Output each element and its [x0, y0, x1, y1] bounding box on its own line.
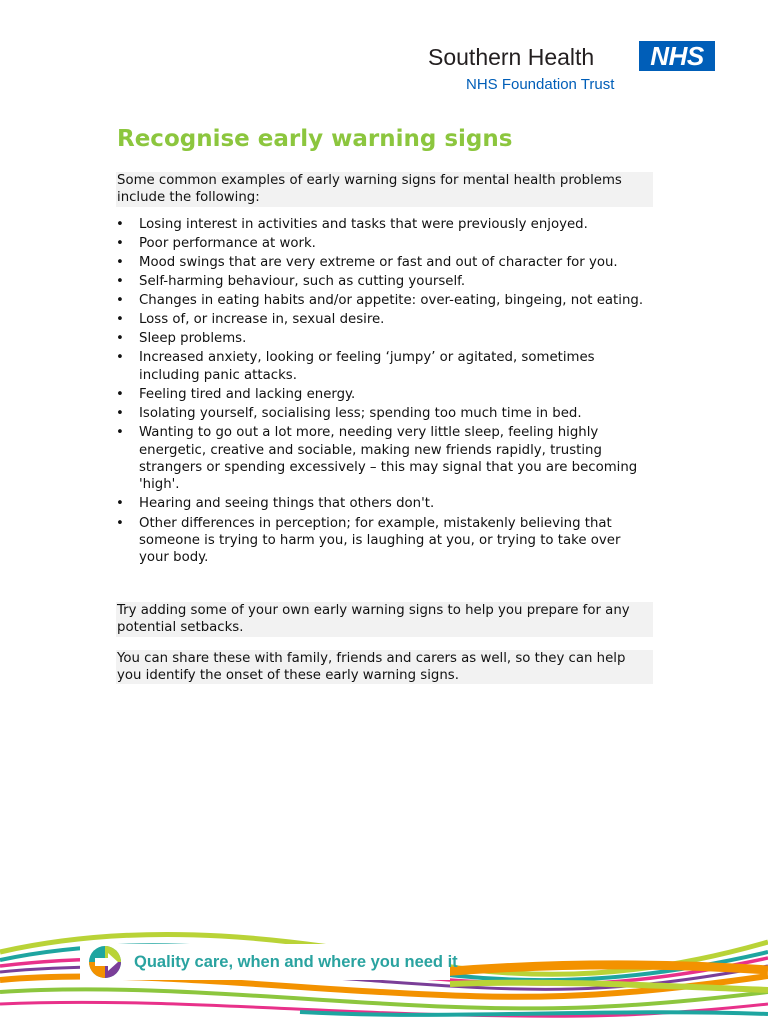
list-item: • Isolating yourself, socialising less; spending too much time in bed.: [116, 405, 653, 422]
document-body: [116, 172, 653, 684]
list-item: • Wanting to go out a lot more, needing very little sleep, feeling highly energetic, creative and sociable, making new friends rapidly, trusting strangers or spending excessively – this may signal that you are becoming 'high'.: [116, 424, 653, 494]
list-item: • Feeling tired and lacking energy.: [116, 386, 653, 403]
footer-banner: [0, 900, 768, 1024]
list-item: • Sleep problems.: [116, 330, 653, 347]
share-paragraph: You can share these with family, friends and carers as well, so they can help you identify the onset of these early warning signs.: [116, 650, 653, 685]
list-item: • Changes in eating habits and/or appetite: over-eating, bingeing, not eating.: [116, 292, 653, 309]
organisation-logo: [428, 38, 718, 98]
arrow-logo-icon: [89, 946, 121, 978]
list-item: • Hearing and seeing things that others don't.: [116, 495, 653, 512]
page-title: Recognise early warning signs: [117, 126, 513, 152]
setbacks-paragraph: Try adding some of your own early warning signs to help you prepare for any potential setbacks.: [116, 602, 653, 637]
footer-tagline: Quality care, when and where you need it: [134, 953, 458, 971]
intro-paragraph: Some common examples of early warning signs for mental health problems include the following:: [116, 172, 653, 207]
list-item: • Self-harming behaviour, such as cutting yourself.: [116, 273, 653, 290]
list-item: • Loss of, or increase in, sexual desire.: [116, 311, 653, 328]
nhs-logo-badge: NHS: [639, 41, 715, 71]
list-item: • Mood swings that are very extreme or fast and out of character for you.: [116, 254, 653, 271]
list-item: • Poor performance at work.: [116, 235, 653, 252]
list-item: • Other differences in perception; for example, mistakenly believing that someone is trying to harm you, is laughing at you, or trying to take over your body.: [116, 515, 653, 567]
org-subtitle: NHS Foundation Trust: [466, 76, 615, 93]
list-item: • Increased anxiety, looking or feeling ‘jumpy’ or agitated, sometimes including panic attacks.: [116, 349, 653, 384]
warning-signs-list: [116, 216, 653, 567]
org-name: Southern Health: [428, 44, 595, 70]
list-item: • Losing interest in activities and tasks that were previously enjoyed.: [116, 216, 653, 233]
